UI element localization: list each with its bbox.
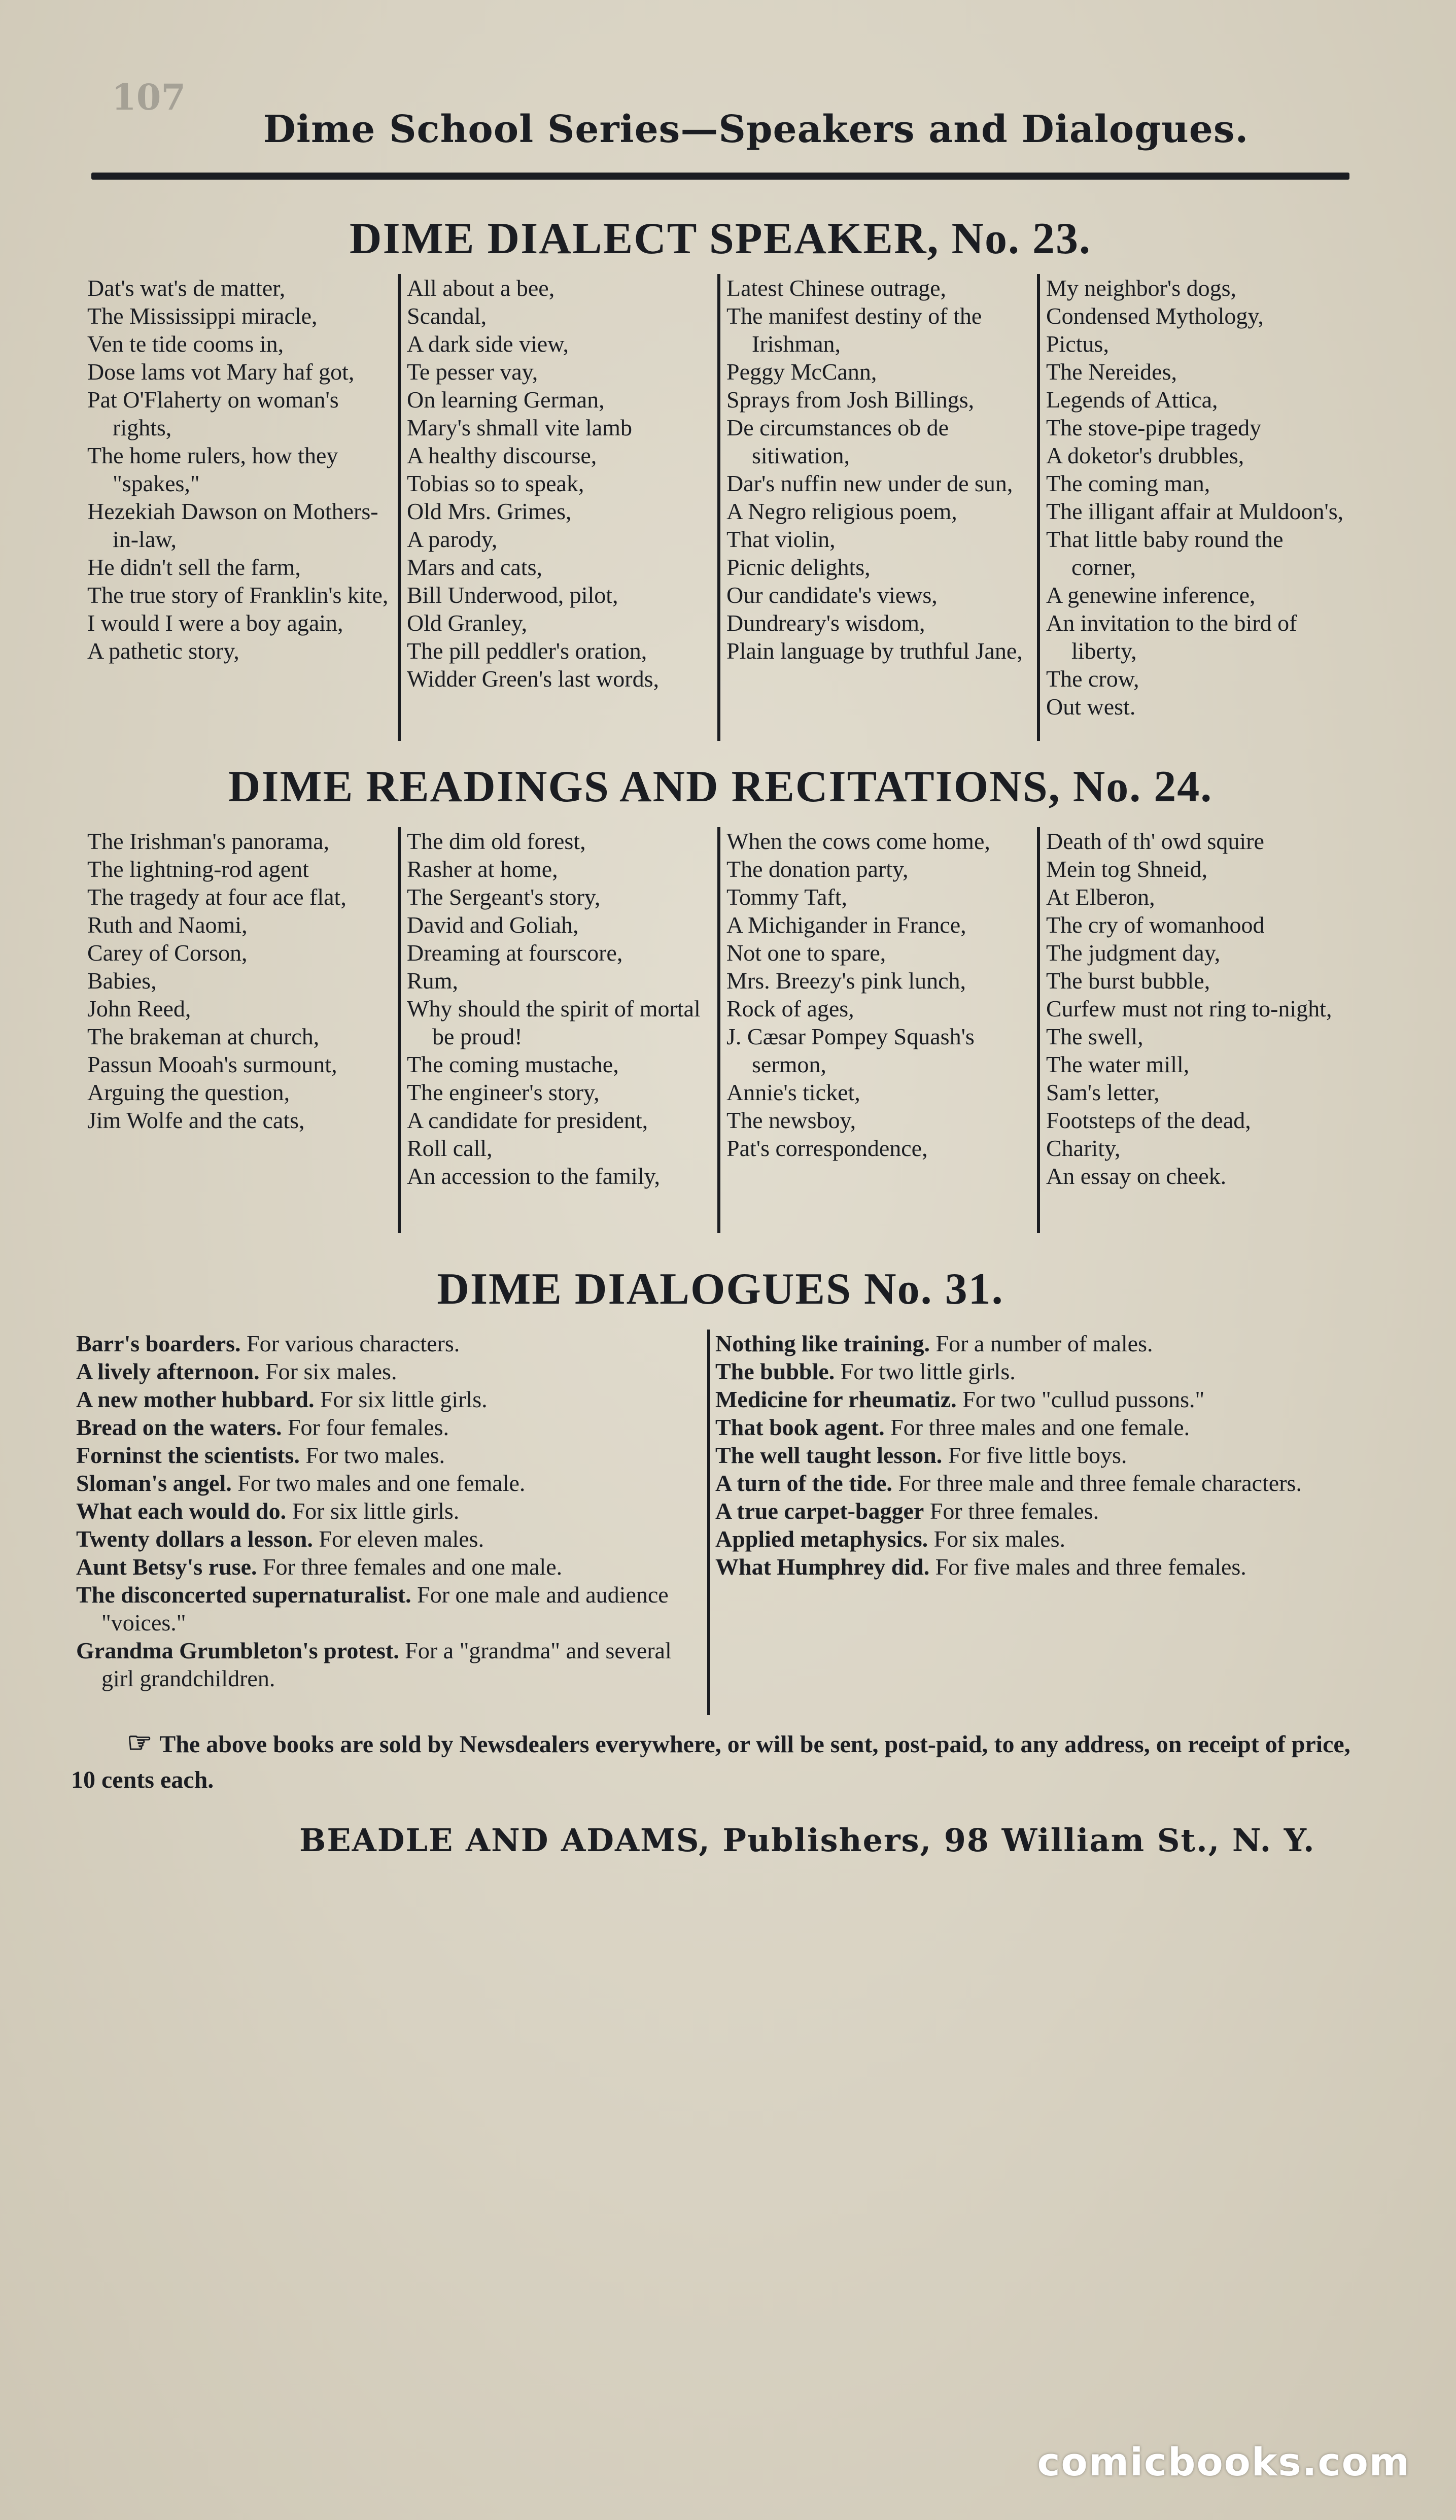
list-item: Plain language by truthful Jane, bbox=[726, 638, 1023, 664]
list-item bbox=[715, 1553, 1341, 1581]
section-column bbox=[720, 827, 1040, 1233]
dialogue-title: A true carpet-bagger bbox=[715, 1498, 924, 1524]
list-item: Legends of Attica, bbox=[1046, 387, 1218, 413]
dialogue-title: The well taught lesson. bbox=[715, 1442, 943, 1468]
dialogues-column bbox=[710, 1330, 1349, 1715]
list-item: An essay on cheek. bbox=[1046, 1163, 1227, 1189]
list-item: Rum, bbox=[407, 968, 458, 994]
dialogue-cast: For two "cullud pussons." bbox=[962, 1386, 1205, 1412]
list-item bbox=[76, 1469, 699, 1497]
list-item: Arguing the question, bbox=[87, 1079, 290, 1105]
list-item: Dundreary's wisdom, bbox=[726, 610, 925, 636]
list-item: Tommy Taft, bbox=[726, 884, 848, 910]
section-title-dialogues: DIME DIALOGUES No. 31. bbox=[437, 1265, 1004, 1314]
list-item: A dark side view, bbox=[407, 331, 569, 357]
list-item: That little baby round the corner, bbox=[1046, 526, 1284, 580]
list-item: Bill Underwood, pilot, bbox=[407, 582, 618, 608]
dialogue-cast: For three male and three female characters. bbox=[898, 1470, 1302, 1496]
list-item bbox=[715, 1525, 1341, 1553]
list-item bbox=[76, 1637, 699, 1692]
list-item: Ruth and Naomi, bbox=[87, 912, 248, 938]
dialogue-cast: For five little boys. bbox=[948, 1442, 1127, 1468]
list-item: Pat O'Flaherty on woman's rights, bbox=[87, 387, 339, 440]
list-item: Mars and cats, bbox=[407, 554, 542, 580]
list-item: Roll call, bbox=[407, 1135, 493, 1161]
series-header: Dime School Series—Speakers and Dialogues. bbox=[263, 108, 1249, 151]
section-title-dialect-speaker: DIME DIALECT SPEAKER, No. 23. bbox=[349, 214, 1092, 263]
list-item: Peggy McCann, bbox=[726, 359, 877, 385]
dialogue-title: The disconcerted supernaturalist. bbox=[76, 1582, 411, 1608]
list-item: The true story of Franklin's kite, bbox=[87, 582, 389, 608]
dialogues-column bbox=[71, 1330, 710, 1715]
list-item: David and Goliah, bbox=[407, 912, 579, 938]
list-item: Our candidate's views, bbox=[726, 582, 938, 608]
list-item: All about a bee, bbox=[407, 275, 555, 301]
list-item: The Sergeant's story, bbox=[407, 884, 601, 910]
list-item: The tragedy at four ace flat, bbox=[87, 884, 346, 910]
list-item: Why should the spirit of mortal be proud! bbox=[407, 996, 701, 1049]
list-item bbox=[715, 1385, 1341, 1413]
list-item: The illigant affair at Muldoon's, bbox=[1046, 498, 1344, 524]
list-item: Pictus, bbox=[1046, 331, 1109, 357]
list-item: Mary's shmall vite lamb bbox=[407, 415, 632, 440]
list-item: Not one to spare, bbox=[726, 940, 886, 966]
list-item: That violin, bbox=[726, 526, 836, 552]
list-item: He didn't sell the farm, bbox=[87, 554, 301, 580]
list-item: The judgment day, bbox=[1046, 940, 1221, 966]
list-item: Dreaming at fourscore, bbox=[407, 940, 623, 966]
list-item bbox=[76, 1357, 699, 1385]
list-item: A doketor's drubbles, bbox=[1046, 442, 1244, 468]
list-item: The cry of womanhood bbox=[1046, 912, 1265, 938]
list-item bbox=[715, 1469, 1341, 1497]
list-item: The swell, bbox=[1046, 1024, 1143, 1049]
section-title-readings-recitations: DIME READINGS AND RECITATIONS, No. 24. bbox=[228, 762, 1213, 811]
list-item: Dose lams vot Mary haf got, bbox=[87, 359, 355, 385]
list-item: The crow, bbox=[1046, 666, 1139, 692]
dialogue-title: Aunt Betsy's ruse. bbox=[76, 1554, 257, 1580]
list-item: The Nereides, bbox=[1046, 359, 1177, 385]
list-item: Out west. bbox=[1046, 694, 1136, 720]
dialogue-cast: For three females and one male. bbox=[263, 1554, 563, 1580]
dialogue-title: What each would do. bbox=[76, 1498, 287, 1524]
dialogue-title: Medicine for rheumatiz. bbox=[715, 1386, 957, 1412]
list-item: The dim old forest, bbox=[407, 828, 586, 854]
list-item: Mrs. Breezy's pink lunch, bbox=[726, 968, 966, 994]
dialogue-cast: For six males. bbox=[265, 1358, 397, 1384]
dialogue-title: The bubble. bbox=[715, 1358, 835, 1384]
list-item: A pathetic story, bbox=[87, 638, 239, 664]
list-item: Tobias so to speak, bbox=[407, 470, 584, 496]
dialogue-cast: For one male and audience "voices." bbox=[101, 1582, 669, 1636]
dialogue-title: Grandma Grumbleton's protest. bbox=[76, 1638, 399, 1663]
dialogue-cast: For two little girls. bbox=[840, 1358, 1016, 1384]
list-item bbox=[715, 1441, 1341, 1469]
section-column bbox=[1040, 827, 1360, 1233]
dialogue-title: Nothing like training. bbox=[715, 1331, 930, 1356]
dialogue-cast: For six males. bbox=[933, 1526, 1066, 1552]
dialect-speaker-columns bbox=[81, 274, 1360, 741]
dialogue-title: Twenty dollars a lesson. bbox=[76, 1526, 313, 1552]
list-item: Latest Chinese outrage, bbox=[726, 275, 947, 301]
list-item: Passun Mooah's surmount, bbox=[87, 1051, 337, 1077]
list-item: The Mississippi miracle, bbox=[87, 303, 318, 329]
section-column bbox=[1040, 274, 1360, 741]
list-item: A genewine inference, bbox=[1046, 582, 1256, 608]
list-item: Carey of Corson, bbox=[87, 940, 248, 966]
section-column bbox=[81, 274, 401, 741]
list-item: The home rulers, how they "spakes," bbox=[87, 442, 338, 496]
list-item: The coming mustache, bbox=[407, 1051, 619, 1077]
dialogue-cast: For two males and one female. bbox=[237, 1470, 526, 1496]
list-item: Dat's wat's de matter, bbox=[87, 275, 286, 301]
section-column bbox=[720, 274, 1040, 741]
list-item: Pat's correspondence, bbox=[726, 1135, 928, 1161]
site-watermark: comicbooks.com bbox=[1037, 2439, 1410, 2484]
list-item: A healthy discourse, bbox=[407, 442, 597, 468]
list-item: An accession to the family, bbox=[407, 1163, 661, 1189]
list-item bbox=[715, 1497, 1341, 1525]
list-item: Sprays from Josh Billings, bbox=[726, 387, 975, 413]
list-item: An invitation to the bird of liberty, bbox=[1046, 610, 1297, 664]
section-column bbox=[401, 827, 720, 1233]
sales-notice bbox=[71, 1725, 1360, 1798]
list-item: The lightning-rod agent bbox=[87, 856, 309, 882]
dialogue-title: A lively afternoon. bbox=[76, 1358, 260, 1384]
list-item: A candidate for president, bbox=[407, 1107, 648, 1133]
dialogue-title: Bread on the waters. bbox=[76, 1414, 282, 1440]
list-item: Picnic delights, bbox=[726, 554, 871, 580]
dialogue-cast: For various characters. bbox=[247, 1331, 460, 1356]
dialogue-cast: For a "grandma" and several girl grandchildren. bbox=[101, 1638, 672, 1691]
dialogue-cast: For three females. bbox=[929, 1498, 1099, 1524]
list-item: Babies, bbox=[87, 968, 157, 994]
dialogue-title: A new mother hubbard. bbox=[76, 1386, 315, 1412]
list-item bbox=[76, 1413, 699, 1441]
dialogue-title: Forninst the scientists. bbox=[76, 1442, 300, 1468]
list-item: I would I were a boy again, bbox=[87, 610, 343, 636]
dialogue-cast: For four females. bbox=[287, 1414, 449, 1440]
list-item: The pill peddler's oration, bbox=[407, 638, 647, 664]
dialogue-cast: For six little girls. bbox=[292, 1498, 460, 1524]
list-item: Condensed Mythology, bbox=[1046, 303, 1264, 329]
list-item: A Michigander in France, bbox=[726, 912, 966, 938]
list-item: Dar's nuffin new under de sun, bbox=[726, 470, 1013, 496]
list-item: Death of th' owd squire bbox=[1046, 828, 1264, 854]
dialogue-title: Applied metaphysics. bbox=[715, 1526, 928, 1552]
dialogue-cast: For a number of males. bbox=[935, 1331, 1153, 1356]
readings-recitations-columns bbox=[81, 827, 1360, 1233]
list-item: When the cows come home, bbox=[726, 828, 990, 854]
page-number: 107 bbox=[112, 76, 186, 118]
list-item: John Reed, bbox=[87, 996, 191, 1021]
list-item: Te pesser vay, bbox=[407, 359, 538, 385]
list-item: De circumstances ob de sitiwation, bbox=[726, 415, 949, 468]
dialogue-title: Barr's boarders. bbox=[76, 1331, 241, 1356]
list-item: Footsteps of the dead, bbox=[1046, 1107, 1251, 1133]
list-item: Jim Wolfe and the cats, bbox=[87, 1107, 305, 1133]
list-item: Hezekiah Dawson on Mothers-in-law, bbox=[87, 498, 378, 552]
list-item: The donation party, bbox=[726, 856, 909, 882]
list-item: The coming man, bbox=[1046, 470, 1210, 496]
list-item: The engineer's story, bbox=[407, 1079, 600, 1105]
header-rule bbox=[91, 173, 1349, 180]
sales-notice-text: The above books are sold by Newsdealers everywhere, or will be sent, post-paid, to any address, on receipt of price, 10 cents each. bbox=[71, 1731, 1350, 1793]
list-item: Old Mrs. Grimes, bbox=[407, 498, 572, 524]
list-item: Old Granley, bbox=[407, 610, 528, 636]
list-item: At Elberon, bbox=[1046, 884, 1155, 910]
list-item: A parody, bbox=[407, 526, 498, 552]
list-item bbox=[76, 1441, 699, 1469]
pointing-hand-icon: ☞ bbox=[127, 1727, 153, 1759]
list-item bbox=[76, 1581, 699, 1637]
list-item: Rasher at home, bbox=[407, 856, 558, 882]
dialogue-title: What Humphrey did. bbox=[715, 1554, 930, 1580]
dialogue-title: That book agent. bbox=[715, 1414, 885, 1440]
list-item: My neighbor's dogs, bbox=[1046, 275, 1237, 301]
dialogue-title: A turn of the tide. bbox=[715, 1470, 892, 1496]
dialogue-cast: For eleven males. bbox=[319, 1526, 484, 1552]
list-item bbox=[715, 1357, 1341, 1385]
list-item: Annie's ticket, bbox=[726, 1079, 860, 1105]
dialogue-cast: For six little girls. bbox=[320, 1386, 488, 1412]
list-item: Ven te tide cooms in, bbox=[87, 331, 284, 357]
list-item: The water mill, bbox=[1046, 1051, 1190, 1077]
list-item: The burst bubble, bbox=[1046, 968, 1210, 994]
dialogue-cast: For three males and one female. bbox=[890, 1414, 1190, 1440]
list-item: Charity, bbox=[1046, 1135, 1121, 1161]
list-item: The Irishman's panorama, bbox=[87, 828, 330, 854]
list-item: Curfew must not ring to-night, bbox=[1046, 996, 1332, 1021]
list-item bbox=[76, 1497, 699, 1525]
list-item bbox=[715, 1413, 1341, 1441]
dialogue-cast: For five males and three females. bbox=[935, 1554, 1246, 1580]
list-item: The brakeman at church, bbox=[87, 1024, 320, 1049]
list-item: Sam's letter, bbox=[1046, 1079, 1160, 1105]
dialogue-cast: For two males. bbox=[305, 1442, 445, 1468]
list-item bbox=[76, 1525, 699, 1553]
list-item: The newsboy, bbox=[726, 1107, 856, 1133]
list-item: On learning German, bbox=[407, 387, 605, 413]
list-item bbox=[76, 1330, 699, 1357]
dialogue-title: Sloman's angel. bbox=[76, 1470, 232, 1496]
list-item: Rock of ages, bbox=[726, 996, 854, 1021]
publisher-imprint: BEADLE AND ADAMS, Publishers, 98 William St., N. Y. bbox=[299, 1822, 1315, 1859]
list-item bbox=[715, 1330, 1341, 1357]
list-item: Widder Green's last words, bbox=[407, 666, 659, 692]
list-item: The manifest destiny of the Irishman, bbox=[726, 303, 982, 357]
section-column bbox=[81, 827, 401, 1233]
list-item bbox=[76, 1385, 699, 1413]
dialogues-columns bbox=[71, 1330, 1349, 1715]
section-column bbox=[401, 274, 720, 741]
list-item: The stove-pipe tragedy bbox=[1046, 415, 1262, 440]
list-item: J. Cæsar Pompey Squash's sermon, bbox=[726, 1024, 975, 1077]
list-item: Mein tog Shneid, bbox=[1046, 856, 1208, 882]
list-item: Scandal, bbox=[407, 303, 487, 329]
list-item bbox=[76, 1553, 699, 1581]
list-item: A Negro religious poem, bbox=[726, 498, 957, 524]
